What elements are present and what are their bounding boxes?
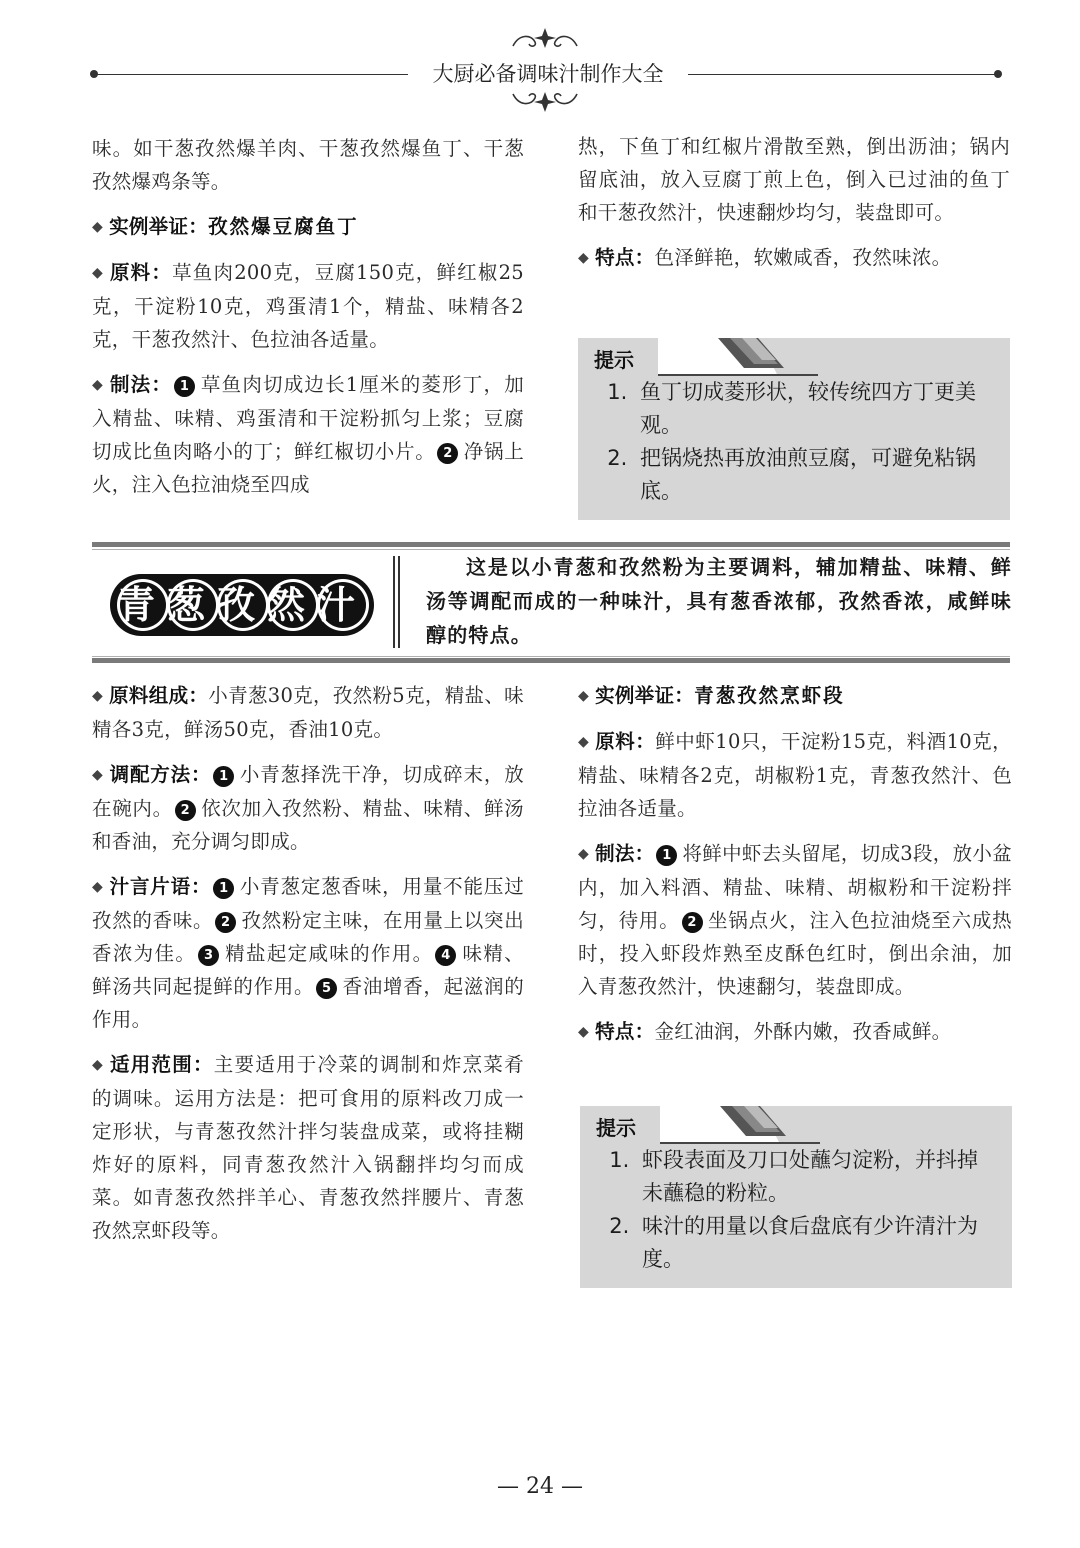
- prep-label: 调配方法：: [109, 763, 212, 786]
- diamond-bullet-icon: ◆: [92, 767, 104, 783]
- step-number-badge: 1: [174, 376, 195, 397]
- composition-text: 小青葱30克，孜然粉5克，精盐、味精各3克，鲜汤50克，香油10克。: [92, 684, 524, 741]
- step-number-badge: 1: [213, 766, 234, 787]
- tip-item: 2. 把锅烧热再放油煎豆腐，可避免粘锅底。: [634, 442, 994, 508]
- tip-label: 提示: [596, 1116, 636, 1140]
- ingredients-paragraph: [92, 256, 524, 356]
- feature-label: 特点：: [595, 246, 655, 269]
- prep-paragraph: [92, 758, 524, 858]
- header-rule-dot-right: [994, 70, 1002, 78]
- method-label: 制法：: [595, 842, 655, 865]
- tip-box: [580, 1106, 1012, 1288]
- section-title-badges: [108, 570, 376, 640]
- bottom-right-column: [578, 679, 1012, 1061]
- header-rule-dot-left: [90, 70, 98, 78]
- step-number-badge: 2: [215, 912, 236, 933]
- intro-text: 味。如干葱孜然爆羊肉、干葱孜然爆鱼丁、干葱孜然爆鸡条等。: [92, 137, 524, 193]
- step-number-badge: 2: [175, 800, 196, 821]
- tip-box: [578, 338, 1010, 520]
- note-text: 孜然粉定主味，在用量上以突出香浓为佳。: [92, 909, 524, 965]
- tip-item: 2. 味汁的用量以食后盘底有少许清汁为度。: [636, 1210, 996, 1276]
- ingredients-paragraph: [578, 725, 1012, 825]
- top-right-column: [578, 130, 1010, 287]
- composition-paragraph: [92, 679, 524, 746]
- ingredients-label: 原料：: [109, 261, 173, 284]
- note-text: 香油增香，起滋润的作用。: [92, 975, 524, 1031]
- header-title: 大厨必备调味汁制作大全: [432, 62, 664, 86]
- example-label: 实例举证：: [109, 215, 209, 238]
- ingredients-text: 鲜中虾10只，干淀粉15克，料酒10克，精盐、味精各2克，胡椒粉1克，青葱孜然汁、色拉油各适量。: [578, 730, 1012, 820]
- example-title: 孜然爆豆腐鱼丁: [208, 215, 359, 238]
- feature-text: 金红油润，外酥内嫩，孜香咸鲜。: [654, 1020, 952, 1043]
- step-number-badge: 2: [437, 443, 458, 464]
- header-rule-right: [688, 74, 998, 75]
- diamond-bullet-icon: ◆: [92, 688, 104, 704]
- step-number-badge: 1: [213, 878, 234, 899]
- step-number-badge: 5: [316, 978, 337, 999]
- section-band-top: [92, 542, 1010, 547]
- section-band-bottom: [92, 658, 1010, 663]
- method-step-text: 坐锅点火，注入色拉油烧至六成热时，投入虾段炸熟至皮酥色红时，倒出余油，加入青葱孜然汁，快速翻匀，装盘即成。: [578, 909, 1012, 998]
- diamond-bullet-icon: ◆: [92, 1057, 105, 1073]
- prep-step-text: 依次加入孜然粉、精盐、味精、鲜汤和香油，充分调匀即成。: [92, 797, 524, 853]
- bottom-left-column: [92, 679, 524, 1259]
- method-continued-text: 热，下鱼丁和红椒片滑散至熟，倒出沥油；锅内留底油，放入豆腐丁煎上色，倒入已过油的鱼丁和干葱孜然汁，快速翻炒均匀，装盘即可。: [578, 135, 1010, 224]
- step-number-badge: 1: [656, 845, 677, 866]
- tip-stripe-decoration-icon: [660, 1106, 820, 1144]
- tip-header: [580, 1106, 1012, 1144]
- prep-step-text: 小青葱择洗干净，切成碎末，放在碗内。: [92, 763, 524, 820]
- scope-label: 适用范围：: [110, 1053, 214, 1076]
- method-step-text: 将鲜中虾去头留尾，切成3段，放小盆内，加入料酒、精盐、味精、胡椒粉和干淀粉拌匀，待用。: [578, 842, 1012, 932]
- tip-header: [578, 338, 1010, 376]
- feature-paragraph: [578, 241, 1010, 275]
- method-step-text: 净锅上火，注入色拉油烧至四成: [92, 440, 524, 496]
- note-text: 精盐起定咸味的作用。: [224, 942, 434, 965]
- ingredients-label: 原料：: [595, 730, 656, 753]
- step-number-badge: 4: [435, 945, 456, 966]
- diamond-bullet-icon: ◆: [578, 846, 590, 862]
- method-step-text: 草鱼肉切成边长1厘米的菱形丁，加入精盐、味精、鸡蛋清和干淀粉抓匀上浆；豆腐切成比鱼肉略小的丁；鲜红椒切小片。: [92, 373, 524, 463]
- method-label: 制法：: [109, 373, 173, 396]
- composition-label: 原料组成：: [109, 684, 209, 707]
- diamond-bullet-icon: ◆: [578, 1024, 590, 1040]
- tip-item: 1. 鱼丁切成菱形状，较传统四方丁更美观。: [634, 376, 994, 442]
- step-number-badge: 2: [682, 912, 703, 933]
- tip-item: 1. 虾段表面及刀口处蘸匀淀粉，并抖掉未蘸稳的粉粒。: [636, 1144, 996, 1210]
- diamond-bullet-icon: ◆: [92, 265, 104, 281]
- step-number-badge: 3: [198, 945, 219, 966]
- tip-label: 提示: [594, 348, 634, 372]
- example-title: 青葱孜然烹虾段: [694, 684, 845, 707]
- example-heading: [578, 679, 1012, 713]
- header-rule-left: [92, 74, 408, 75]
- method-paragraph: [578, 837, 1012, 1003]
- notes-paragraph: [92, 870, 524, 1036]
- note-text: 小青葱定葱香味，用量不能压过孜然的香味。: [92, 875, 524, 932]
- section-intro: 这是以小青葱和孜然粉为主要调料，辅加精盐、味精、鲜汤等调配而成的一种味汁，具有葱香浓郁，孜然香浓，咸鲜味醇的特点。: [426, 555, 1012, 647]
- scope-paragraph: [92, 1048, 524, 1247]
- tip-stripe-decoration-icon: [658, 338, 818, 376]
- diamond-bullet-icon: ◆: [92, 879, 104, 895]
- tip-list: [578, 376, 1010, 518]
- page-number: — 24 —: [497, 1474, 583, 1499]
- feature-label: 特点：: [595, 1020, 655, 1043]
- ingredients-text: 草鱼肉200克，豆腐150克，鲜红椒25克，干淀粉10克，鸡蛋清1个，精盐、味精各2克，干葱孜然汁、色拉油各适量。: [92, 261, 524, 351]
- top-left-column: [92, 132, 524, 513]
- method-paragraph: [92, 368, 524, 501]
- diamond-bullet-icon: ◆: [92, 377, 104, 393]
- example-label: 实例举证：: [595, 684, 695, 707]
- example-heading: [92, 210, 524, 244]
- banner-divider: [393, 556, 400, 648]
- diamond-bullet-icon: ◆: [578, 250, 590, 266]
- diamond-bullet-icon: ◆: [92, 219, 104, 235]
- diamond-bullet-icon: ◆: [578, 734, 590, 750]
- section-title: 青葱孜然汁: [116, 583, 368, 627]
- diamond-bullet-icon: ◆: [578, 688, 590, 704]
- notes-label: 汁言片语：: [109, 875, 212, 898]
- ornament-bottom-icon: [505, 88, 585, 114]
- feature-text: 色泽鲜艳，软嫩咸香，孜然味浓。: [654, 246, 952, 269]
- scope-text: 主要适用于冷菜的调制和炸烹菜肴的调味。运用方法是：把可食用的原料改刀成一定形状，与青葱孜然汁拌匀装盘成菜，或将挂糊炸好的原料，同青葱孜然汁入锅翻拌均匀而成菜。如青葱孜然拌羊心、青葱孜然拌腰片、青葱孜然烹虾段等。: [92, 1053, 524, 1242]
- note-text: 味精、鲜汤共同起提鲜的作用。: [92, 942, 524, 998]
- feature-paragraph: [578, 1015, 1012, 1049]
- section-band-bottom-thin: [92, 656, 1010, 657]
- ornament-top-icon: [505, 26, 585, 52]
- tip-list: [580, 1144, 1012, 1286]
